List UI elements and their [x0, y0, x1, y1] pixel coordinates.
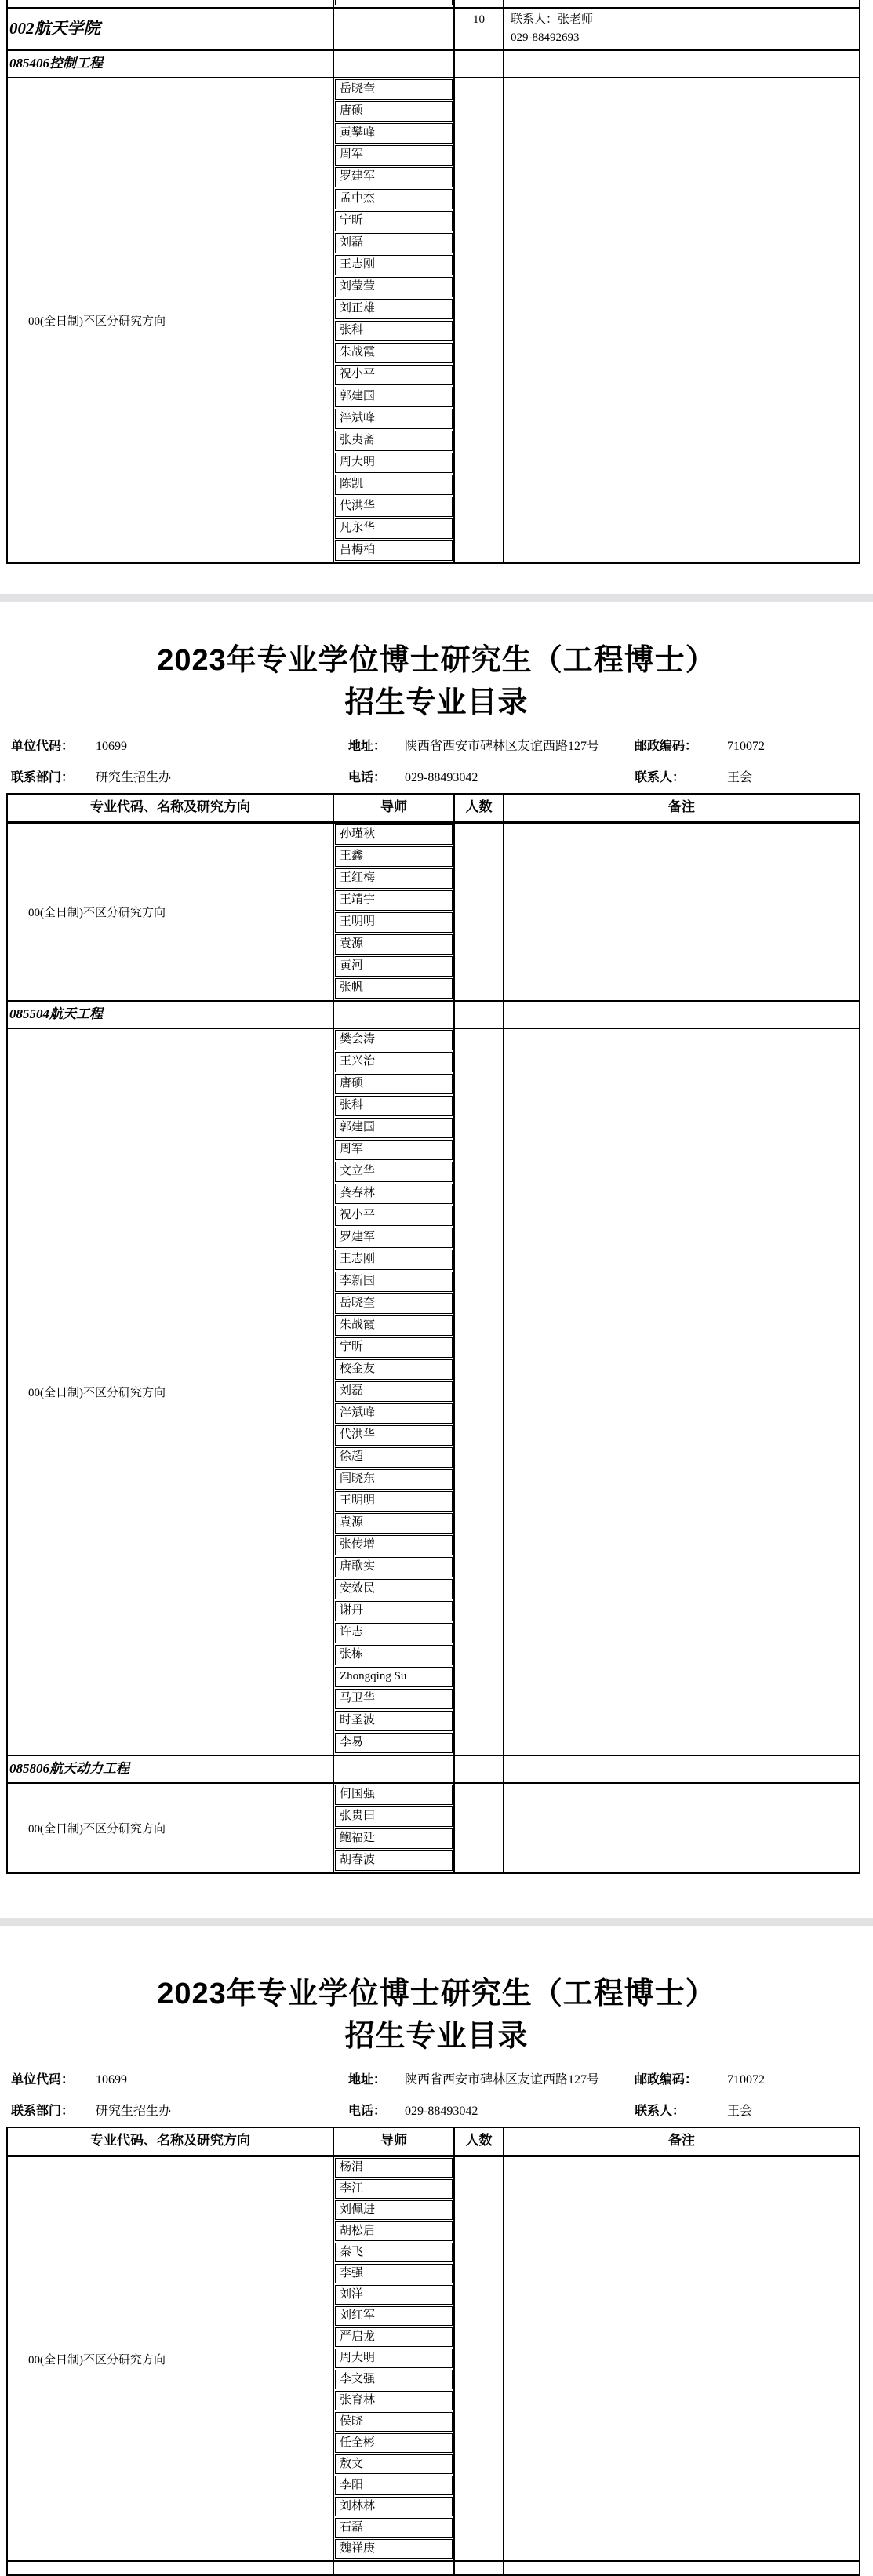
major-code-name: 085806航天动力工程: [8, 1756, 334, 1782]
title-line-1: 2023年专业学位博士研究生（工程博士）: [157, 1977, 716, 2010]
tutor-cell: 唐硕: [335, 1074, 453, 1094]
phone-label: 电话：: [348, 2104, 387, 2118]
phone-value: 029-88493042: [405, 770, 478, 784]
tutor-cell: 袁源: [335, 934, 453, 955]
major-code-name: 085504航天工程: [8, 1002, 334, 1028]
title-line-1: 2023年专业学位博士研究生（工程博士）: [157, 644, 716, 677]
dept-label: 联系部门：: [11, 2104, 75, 2118]
tutor-cell: 周大明: [335, 453, 453, 473]
tutor-cell: 岳晓奎: [335, 79, 453, 100]
tutor-cell: 李江: [335, 2179, 453, 2199]
tutor-cell: Zhongqing Su: [335, 1667, 453, 1687]
info-row-2: [11, 2095, 873, 2123]
dept-value: 研究生招生办: [96, 2104, 172, 2118]
empty-tutor-cell: [334, 1002, 455, 1028]
postcode-value: 710072: [727, 739, 765, 753]
tutor-cell: 刘洋: [335, 2285, 453, 2305]
tutor-cell: 王红梅: [335, 868, 453, 889]
header-major-column: 专业代码、名称及研究方向: [8, 795, 334, 821]
major-section-row: [8, 51, 859, 78]
major-code-name: 085406控制工程: [8, 51, 334, 77]
cutoff-tutor-cell: [334, 0, 455, 7]
empty-count-cell: [455, 2157, 504, 2560]
tutor-cell: 罗建军: [335, 167, 453, 187]
cutoff-cell: [8, 0, 334, 7]
info-row-2: [11, 762, 873, 790]
tutor-cell: 祝小平: [335, 365, 453, 385]
major-section-row: [8, 1002, 859, 1029]
tutor-cell: 代洪华: [335, 1425, 453, 1446]
tutor-cell: 凡永华: [335, 518, 453, 539]
tutor-cell: 王志刚: [335, 255, 453, 275]
address-field: [348, 2069, 635, 2087]
title-line-2: 招生专业目录: [344, 2020, 529, 2053]
direction-cell: 00(全日制)不区分研究方向: [8, 1784, 334, 1872]
contact-field: [635, 767, 873, 785]
tutor-cell: 王志刚: [335, 1250, 453, 1270]
tutor-cell: 张帆: [335, 978, 453, 999]
tutor-cell: 侯晓: [335, 2412, 453, 2432]
info-row-1: [11, 730, 873, 759]
direction-group-row: [8, 78, 859, 562]
dept-field: [11, 767, 348, 785]
header-remark-column: 备注: [668, 2133, 695, 2148]
postcode-value: 710072: [727, 2072, 765, 2087]
tutor-cell: 张夷斋: [335, 431, 453, 451]
tutor-cell: 泮斌峰: [335, 1403, 453, 1424]
page-separator: [0, 594, 873, 602]
tutor-cell: 任全彬: [335, 2433, 453, 2453]
tutor-cell: 李文强: [335, 2370, 453, 2389]
address-label: 地址：: [348, 2072, 387, 2087]
tutor-cell: 李新国: [335, 1272, 453, 1292]
admission-count: 10: [455, 9, 504, 49]
page2-table: [6, 793, 860, 1874]
tutor-cell: 周军: [335, 145, 453, 166]
header-remark-column: 备注: [668, 799, 695, 814]
table-header-row: [8, 795, 859, 824]
tutor-cell: 樊会涛: [335, 1030, 453, 1050]
empty-tutor-cell: [334, 9, 455, 49]
empty-remark-cell: [504, 1784, 859, 1872]
contact-field: [635, 2101, 873, 2119]
empty-count-cell: [455, 1784, 504, 1872]
tutor-cell: 时圣波: [335, 1711, 453, 1731]
dept-value: 研究生招生办: [96, 770, 172, 784]
tutor-cell: 张贵田: [335, 1806, 453, 1827]
tutor-cell: 刘林林: [335, 2497, 453, 2516]
partial-tutor-box: [335, 0, 453, 5]
tutor-cell: 泮斌峰: [335, 409, 453, 429]
tutor-cell: 李阳: [335, 2476, 453, 2495]
empty-remark-cell: [504, 1756, 859, 1782]
empty-remark-cell: [504, 1029, 859, 1755]
tutor-cell: 马卫华: [335, 1689, 453, 1709]
phone-label: 电话：: [348, 770, 387, 784]
postcode-field: [635, 2069, 873, 2087]
tutor-cell: 杨涓: [335, 2158, 453, 2178]
major-section-row: [8, 1756, 859, 1784]
tutor-cell: 周大明: [335, 2349, 453, 2368]
tutor-cell: 刘磊: [335, 1381, 453, 1402]
tutor-cell: 王鑫: [335, 846, 453, 867]
postcode-label: 邮政编码：: [635, 739, 698, 753]
tutor-cell: 王靖宇: [335, 890, 453, 911]
tutor-cell: 谢丹: [335, 1601, 453, 1621]
tutor-cell: 严启龙: [335, 2327, 453, 2347]
cutoff-cell: [334, 2562, 455, 2574]
tutor-cell: 张传增: [335, 1535, 453, 1555]
tutor-cell: 郭建国: [335, 387, 453, 407]
tutor-cell: 朱战霞: [335, 343, 453, 363]
remark-phone-line: 029-88492693: [511, 31, 580, 44]
tutor-cell: 代洪华: [335, 497, 453, 517]
tutor-cell: 刘佩进: [335, 2200, 453, 2220]
tutor-cell: 刘磊: [335, 233, 453, 253]
direction-group-row: [8, 2157, 859, 2562]
postcode-field: [635, 736, 873, 754]
tutor-list: [334, 2157, 455, 2560]
remark-contact-line: 联系人：张老师: [511, 13, 594, 26]
tutor-cell: 黄河: [335, 956, 453, 977]
contact-label: 联系人：: [635, 770, 686, 784]
page3-table: [6, 2127, 860, 2576]
tutor-cell: 吕梅柏: [335, 540, 453, 561]
empty-tutor-cell: [334, 51, 455, 77]
empty-remark-cell: [504, 1002, 859, 1028]
tutor-cell: 黄攀峰: [335, 123, 453, 144]
cutoff-row-bottom: [8, 2562, 859, 2574]
remark-cell: [504, 9, 859, 49]
cutoff-cell: [455, 0, 504, 7]
tutor-cell: 陈凯: [335, 475, 453, 495]
tutor-cell: 安效民: [335, 1579, 453, 1599]
tutor-cell: 文立华: [335, 1162, 453, 1182]
cutoff-cell: [8, 2562, 334, 2574]
tutor-cell: 徐超: [335, 1447, 453, 1468]
unit-code-field: [11, 736, 348, 754]
tutor-cell: 张栋: [335, 1645, 453, 1665]
tutor-cell: 张育林: [335, 2391, 453, 2410]
tutor-cell: 刘正雄: [335, 299, 453, 319]
tutor-list: [334, 824, 455, 1000]
page-title: [0, 639, 873, 724]
tutor-cell: 李强: [335, 2264, 453, 2283]
tutor-cell: 魏祥庚: [335, 2539, 453, 2559]
tutor-cell: 胡松启: [335, 2221, 453, 2241]
college-row: [8, 9, 859, 51]
tutor-cell: 郭建国: [335, 1118, 453, 1138]
header-info: [11, 730, 873, 790]
header-info: [11, 2064, 873, 2123]
title-line-2: 招生专业目录: [344, 686, 529, 719]
empty-remark-cell: [504, 78, 859, 562]
direction-group-row: [8, 824, 859, 1002]
tutor-cell: 龚春林: [335, 1184, 453, 1204]
phone-value: 029-88493042: [405, 2104, 478, 2118]
header-major-column: 专业代码、名称及研究方向: [8, 2128, 334, 2155]
empty-tutor-cell: [334, 1756, 455, 1782]
phone-field: [348, 2101, 635, 2119]
tutor-cell: 祝小平: [335, 1206, 453, 1226]
page1-table-fragment: [6, 0, 860, 564]
phone-field: [348, 767, 635, 785]
unit-code-label: 单位代码：: [11, 2072, 75, 2087]
tutor-cell: 许志: [335, 1623, 453, 1643]
tutor-cell: 秦飞: [335, 2243, 453, 2262]
cutoff-cell: [504, 2562, 859, 2574]
tutor-list: [334, 1029, 455, 1755]
tutor-cell: 唐硕: [335, 101, 453, 122]
contact-label: 联系人：: [635, 2104, 686, 2118]
tutor-cell: 宁昕: [335, 1337, 453, 1358]
cutoff-cell: [504, 0, 859, 7]
address-value: 陕西省西安市碑林区友谊西路127号: [405, 2072, 600, 2087]
tutor-cell: 胡春波: [335, 1850, 453, 1871]
tutor-list: [334, 1784, 455, 1872]
direction-cell: 00(全日制)不区分研究方向: [8, 78, 334, 562]
unit-code-field: [11, 2069, 348, 2087]
empty-count-cell: [455, 1002, 504, 1028]
tutor-cell: 朱战霞: [335, 1315, 453, 1336]
contact-value: 王会: [727, 2104, 753, 2118]
tutor-cell: 李易: [335, 1733, 453, 1753]
contact-value: 王会: [727, 770, 753, 784]
direction-cell: 00(全日制)不区分研究方向: [8, 2157, 334, 2560]
unit-code-label: 单位代码：: [11, 739, 75, 753]
address-label: 地址：: [348, 739, 387, 753]
direction-cell: 00(全日制)不区分研究方向: [8, 824, 334, 1000]
tutor-cell: 刘莹莹: [335, 277, 453, 297]
empty-remark-cell: [504, 2157, 859, 2560]
postcode-label: 邮政编码：: [635, 2072, 698, 2087]
header-count-column: 人数: [455, 2128, 504, 2155]
unit-code-value: 10699: [96, 739, 127, 753]
dept-field: [11, 2101, 348, 2119]
unit-code-value: 10699: [96, 2072, 127, 2087]
address-value: 陕西省西安市碑林区友谊西路127号: [405, 739, 600, 753]
tutor-cell: 周军: [335, 1140, 453, 1160]
address-field: [348, 736, 635, 754]
info-row-1: [11, 2064, 873, 2092]
tutor-cell: 鲍福廷: [335, 1828, 453, 1849]
empty-count-cell: [455, 1029, 504, 1755]
tutor-cell: 袁源: [335, 1513, 453, 1534]
tutor-cell: 刘红军: [335, 2306, 453, 2326]
empty-count-cell: [455, 824, 504, 1000]
tutor-cell: 王明明: [335, 912, 453, 933]
header-tutor-column: 导师: [334, 2128, 455, 2155]
table-header-row: [8, 2128, 859, 2157]
college-code-name: 002航天学院: [8, 9, 334, 49]
dept-label: 联系部门：: [11, 770, 75, 784]
tutor-cell: 孟中杰: [335, 189, 453, 209]
tutor-cell: 唐歌实: [335, 1557, 453, 1577]
header-tutor-column: 导师: [334, 795, 455, 821]
tutor-cell: 闫晓东: [335, 1469, 453, 1490]
page-separator: [0, 1918, 873, 1926]
header-count-column: 人数: [455, 795, 504, 821]
empty-count-cell: [455, 51, 504, 77]
tutor-cell: 岳晓奎: [335, 1293, 453, 1314]
tutor-cell: 何国强: [335, 1785, 453, 1805]
tutor-list: [334, 78, 455, 562]
tutor-cell: 王兴治: [335, 1052, 453, 1072]
tutor-cell: 张科: [335, 321, 453, 341]
tutor-cell: 宁昕: [335, 211, 453, 231]
tutor-cell: 王明明: [335, 1491, 453, 1512]
empty-count-cell: [455, 78, 504, 562]
direction-group-row: [8, 1784, 859, 1872]
direction-cell: 00(全日制)不区分研究方向: [8, 1029, 334, 1755]
tutor-cell: 校金友: [335, 1359, 453, 1380]
page-title: [0, 1973, 873, 2058]
empty-remark-cell: [504, 51, 859, 77]
tutor-cell: 敖文: [335, 2454, 453, 2474]
cutoff-cell: [455, 2562, 504, 2574]
tutor-cell: 罗建军: [335, 1228, 453, 1248]
empty-count-cell: [455, 1756, 504, 1782]
tutor-cell: 孙瑾秋: [335, 824, 453, 845]
tutor-cell: 石磊: [335, 2518, 453, 2538]
cutoff-row-top: [8, 0, 859, 9]
direction-group-row: [8, 1029, 859, 1756]
tutor-cell: 张科: [335, 1096, 453, 1116]
empty-remark-cell: [504, 824, 859, 1000]
